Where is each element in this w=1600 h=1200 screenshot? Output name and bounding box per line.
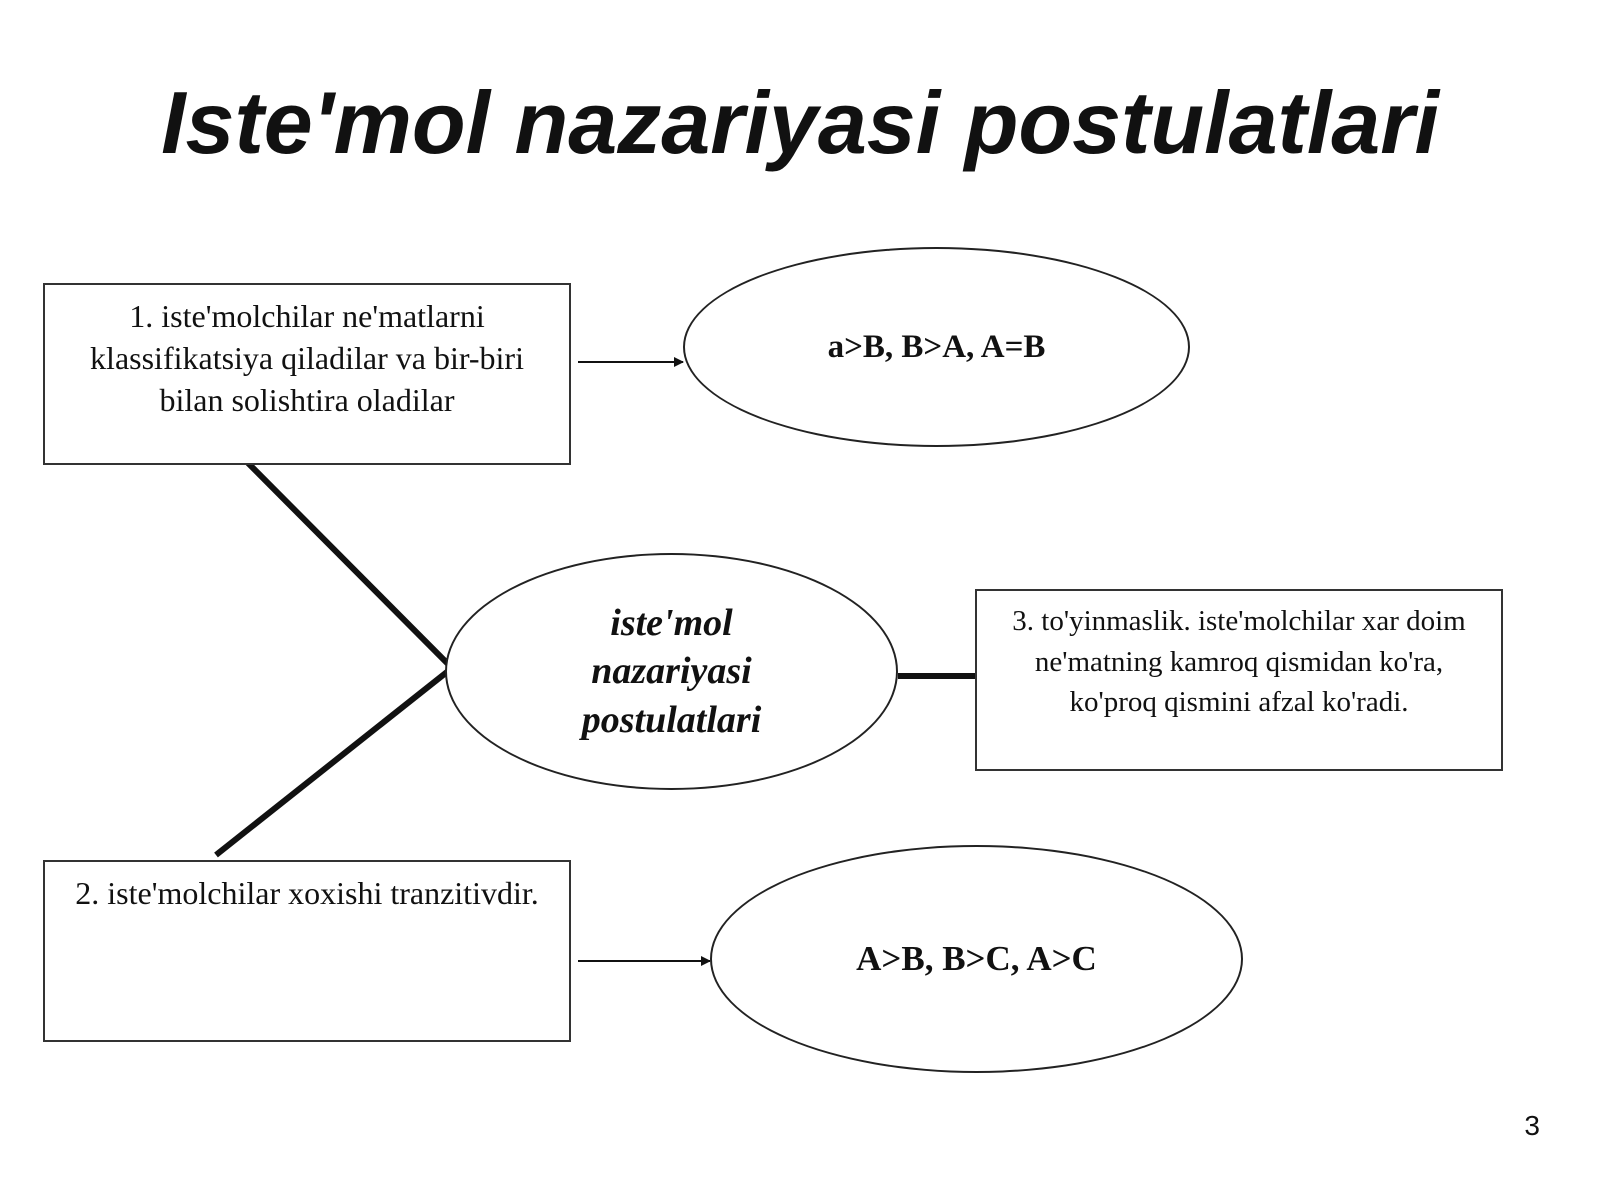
slide-title: Iste'mol nazariyasi postulatlari (161, 73, 1439, 172)
example-2-text: A>B, B>C, A>C (856, 939, 1097, 978)
postulate-2-box (43, 860, 571, 1042)
postulate-3-box (975, 589, 1503, 771)
center-label (582, 599, 762, 745)
center-label-line3: postulatlari (581, 698, 762, 741)
page-number: 3 (1524, 1110, 1540, 1141)
center-label-line1: iste'mol (610, 601, 733, 644)
postulate-2-text: 2. iste'molchilar xoxishi tranzitivdir. (75, 875, 539, 911)
example-2-ellipse (710, 845, 1243, 1073)
connector-box1-to-center (248, 463, 452, 668)
postulate-1-text: 1. iste'molchilar ne'matlarni klassifikatsiya qiladilar va bir-biri bilan solishtira oladilar (90, 298, 524, 419)
postulate-1-box (43, 283, 571, 465)
example-1-ellipse (683, 247, 1190, 447)
center-label-line2: nazariyasi (591, 650, 752, 693)
center-ellipse (445, 553, 898, 790)
postulate-3-text: 3. to'yinmaslik. iste'molchilar xar doim ne'matning kamroq qismidan ko'ra, ko'proq qismini afzal ko'radi. (1012, 605, 1466, 719)
connector-box2-to-center (216, 668, 452, 855)
example-1-text: a>B, B>A, A=B (827, 328, 1046, 365)
